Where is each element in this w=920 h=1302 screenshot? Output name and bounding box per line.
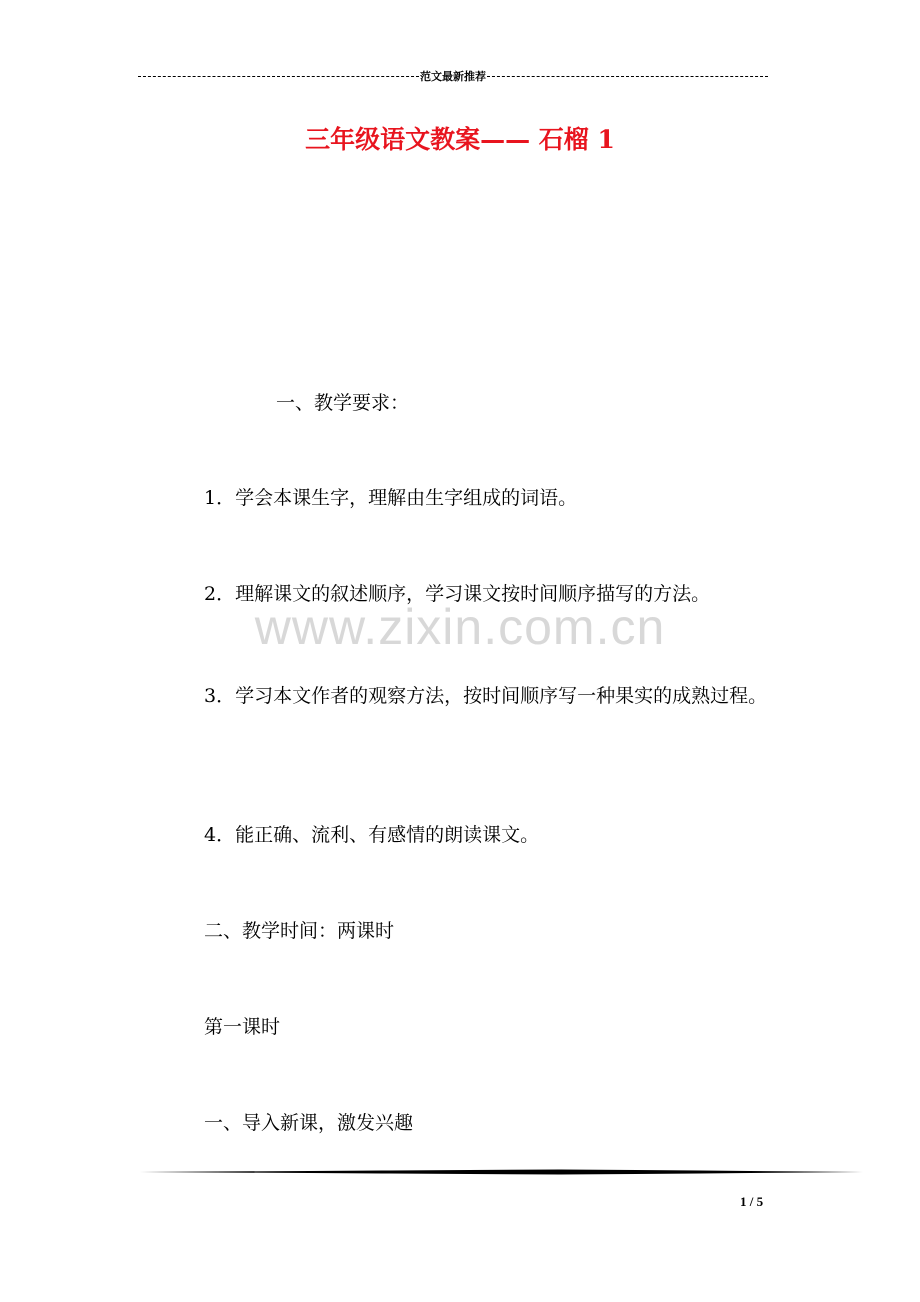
page-indicator: 1 / 5: [740, 1194, 764, 1209]
header-dash-left: [138, 76, 419, 77]
lesson-heading: 第一课时: [204, 1016, 281, 1038]
header-dash-right: [487, 76, 768, 77]
step-heading-intro: 一、导入新课，激发兴趣: [204, 1112, 414, 1134]
section-heading-time: 二、教学时间：两课时: [204, 920, 395, 942]
requirement-item-2: 2．理解课文的叙述顺序，学习课文按时间顺序描写的方法。: [204, 583, 711, 605]
footer-rule: [140, 1165, 863, 1179]
requirement-item-1: 1．学会本课生字，理解由生字组成的词语。: [204, 487, 578, 509]
requirement-item-4: 4．能正确、流利、有感情的朗读课文。: [204, 824, 540, 846]
header-label: 范文最新推荐: [420, 71, 486, 83]
watermark-text: www.zixin.com.cn: [254, 599, 666, 655]
document-title: 三年级语文教案—— 石榴 1: [305, 125, 615, 154]
section-heading-requirements: 一、教学要求：: [276, 392, 410, 414]
requirement-item-3: 3．学习本文作者的观察方法，按时间顺序写一种果实的成熟过程。: [204, 685, 768, 707]
page-header: [138, 68, 768, 84]
